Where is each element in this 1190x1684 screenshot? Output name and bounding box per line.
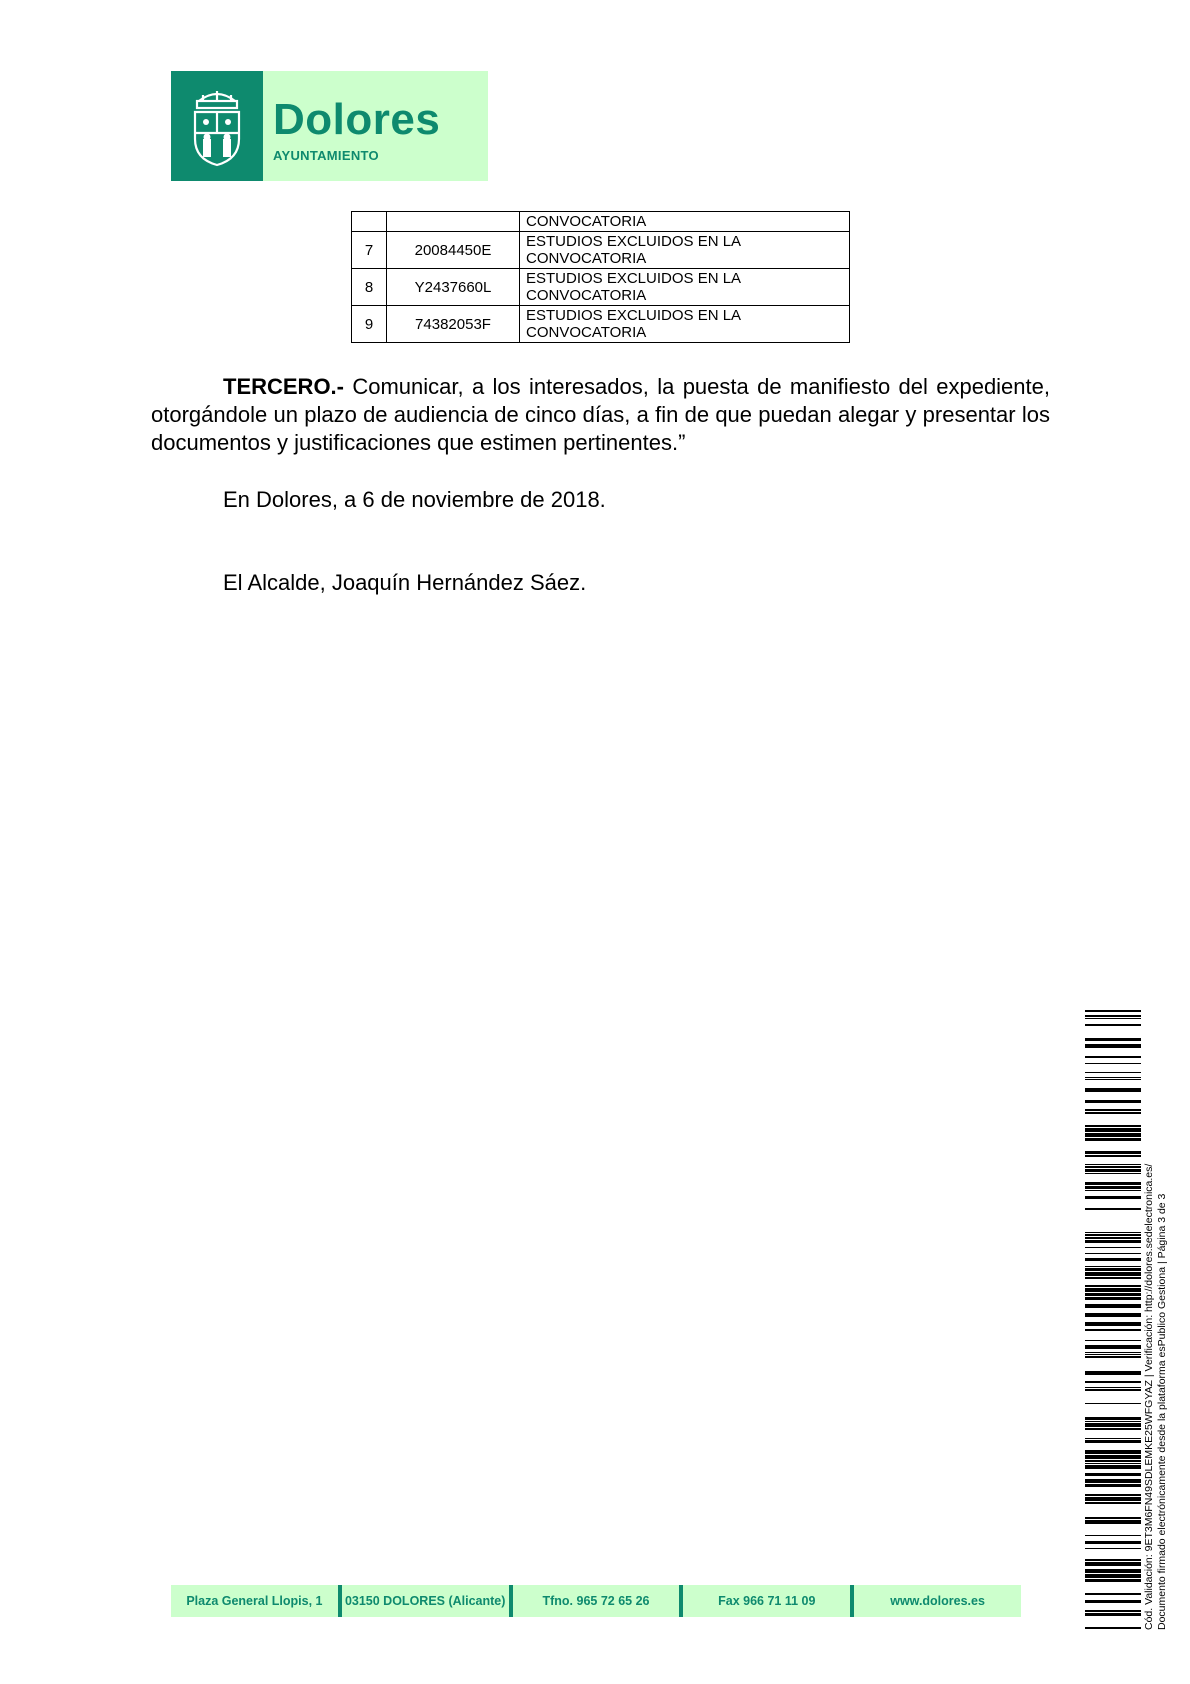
logo-name: Dolores xyxy=(273,94,441,144)
table-cell xyxy=(352,212,387,232)
verification-text xyxy=(1143,1080,1169,1630)
tercero-paragraph xyxy=(151,373,1050,457)
row-number: 9 xyxy=(352,306,387,343)
footer-address: Plaza General Llopis, 1 xyxy=(186,1594,323,1608)
reason-line: ESTUDIOS EXCLUIDOS EN LA xyxy=(526,307,742,324)
verification-line-2: Documento firmado electrónicamente desde la plataforma esPublico Gestiona | Página 3 de 3 xyxy=(1156,1193,1168,1630)
footer-fax: Fax 966 71 11 09 xyxy=(718,1594,816,1608)
municipal-logo xyxy=(171,71,488,181)
coat-of-arms-icon xyxy=(171,71,263,181)
reason-line: CONVOCATORIA xyxy=(526,287,647,304)
exclusion-reason xyxy=(520,306,850,343)
reason-line: ESTUDIOS EXCLUIDOS EN LA xyxy=(526,270,742,287)
applicant-id: Y2437660L xyxy=(387,269,520,306)
reason-line: ESTUDIOS EXCLUIDOS EN LA xyxy=(526,233,742,250)
verification-barcode-icon xyxy=(1085,1010,1141,1630)
table-cell: CONVOCATORIA xyxy=(520,212,850,232)
table-row xyxy=(352,306,850,343)
row-number: 7 xyxy=(352,232,387,269)
reason-line: CONVOCATORIA xyxy=(526,324,647,341)
row-number: 8 xyxy=(352,269,387,306)
verification-line-1: Cód. Validación: 9ET3M6FN49SDLEMKE25WFGYAZ | Verificación: http://dolores.sedelectronica.es/ xyxy=(1143,1163,1155,1630)
table-row xyxy=(352,232,850,269)
footer-postal: 03150 DOLORES (Alicante) xyxy=(344,1594,506,1608)
footer-phone: Tfno. 965 72 65 26 xyxy=(542,1594,650,1608)
exclusion-reason xyxy=(520,232,850,269)
tercero-label: TERCERO.- xyxy=(223,374,344,399)
logo-subtitle: AYUNTAMIENTO xyxy=(273,147,379,163)
footer-web: www.dolores.es xyxy=(890,1594,985,1608)
exclusion-reason xyxy=(520,269,850,306)
tercero-text: Comunicar, a los interesados, la puesta de manifiesto del expediente, otorgándole un plazo de audiencia de cinco días, a fin de que puedan alegar y presentar los documentos y justificaciones que estimen pertinentes.” xyxy=(151,374,1050,455)
signature-line: El Alcalde, Joaquín Hernández Sáez. xyxy=(223,570,587,595)
applicant-id: 74382053F xyxy=(387,306,520,343)
footer-bar xyxy=(171,1585,1021,1617)
table-row xyxy=(352,212,850,232)
table-cell xyxy=(387,212,520,232)
date-line: En Dolores, a 6 de noviembre de 2018. xyxy=(223,487,606,512)
table-row xyxy=(352,269,850,306)
applicant-id: 20084450E xyxy=(387,232,520,269)
reason-line: CONVOCATORIA xyxy=(526,250,647,267)
excluded-applicants-table xyxy=(351,211,850,343)
